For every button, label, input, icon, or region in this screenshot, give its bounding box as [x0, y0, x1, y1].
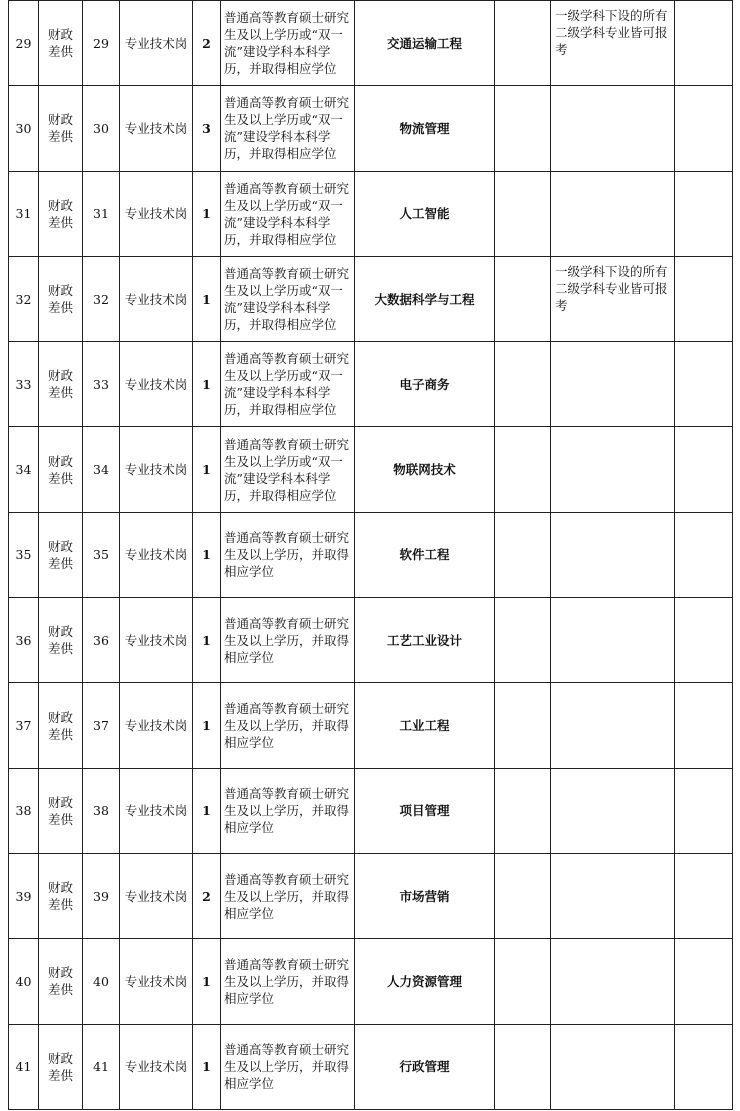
row-number: 30: [9, 86, 39, 171]
hiring-count: 1: [193, 512, 221, 597]
education-requirement: 普通高等教育硕士研究生及以上学历，并取得相应学位: [221, 1024, 355, 1109]
post-type: 专业技术岗: [120, 171, 193, 256]
post-type: 专业技术岗: [120, 256, 193, 341]
empty-cell: [495, 768, 551, 853]
empty-cell: [495, 853, 551, 938]
table-row: [9, 86, 733, 171]
note-cell: [551, 86, 675, 171]
education-requirement: 普通高等教育硕士研究生及以上学历或“双一流”建设学科本科学历，并取得相应学位: [221, 427, 355, 512]
note-cell: [551, 171, 675, 256]
empty-cell: [675, 171, 733, 256]
education-requirement: 普通高等教育硕士研究生及以上学历或“双一流”建设学科本科学历，并取得相应学位: [221, 1, 355, 86]
empty-cell: [675, 768, 733, 853]
post-type: 专业技术岗: [120, 853, 193, 938]
education-requirement: 普通高等教育硕士研究生及以上学历或“双一流”建设学科本科学历，并取得相应学位: [221, 342, 355, 427]
row-number: 36: [9, 598, 39, 683]
note-cell: [551, 853, 675, 938]
post-type: 专业技术岗: [120, 342, 193, 427]
empty-cell: [495, 1, 551, 86]
table-row: [9, 427, 733, 512]
hiring-count: 1: [193, 598, 221, 683]
recruitment-table: [8, 0, 733, 1110]
table-row: [9, 683, 733, 768]
post-code: 34: [83, 427, 120, 512]
hiring-count: 1: [193, 171, 221, 256]
post-type: 专业技术岗: [120, 427, 193, 512]
row-number: 34: [9, 427, 39, 512]
major-requirement: 交通运输工程: [355, 1, 495, 86]
post-code: 32: [83, 256, 120, 341]
row-number: 41: [9, 1024, 39, 1109]
empty-cell: [675, 86, 733, 171]
funding-type: 财政差供: [39, 512, 83, 597]
hiring-count: 1: [193, 427, 221, 512]
post-code: 41: [83, 1024, 120, 1109]
note-cell: 一级学科下设的所有二级学科专业皆可报考: [551, 256, 675, 341]
funding-type: 财政差供: [39, 853, 83, 938]
empty-cell: [675, 427, 733, 512]
row-number: 40: [9, 939, 39, 1024]
table-row: [9, 598, 733, 683]
table-row: [9, 171, 733, 256]
funding-type: 财政差供: [39, 939, 83, 1024]
empty-cell: [495, 939, 551, 1024]
note-cell: [551, 768, 675, 853]
post-code: 35: [83, 512, 120, 597]
table-row: [9, 342, 733, 427]
major-requirement: 人工智能: [355, 171, 495, 256]
note-cell: [551, 512, 675, 597]
funding-type: 财政差供: [39, 86, 83, 171]
hiring-count: 3: [193, 86, 221, 171]
empty-cell: [675, 1024, 733, 1109]
note-cell: 一级学科下设的所有二级学科专业皆可报考: [551, 1, 675, 86]
education-requirement: 普通高等教育硕士研究生及以上学历或“双一流”建设学科本科学历，并取得相应学位: [221, 256, 355, 341]
major-requirement: 行政管理: [355, 1024, 495, 1109]
hiring-count: 1: [193, 256, 221, 341]
empty-cell: [675, 598, 733, 683]
major-requirement: 物联网技术: [355, 427, 495, 512]
post-code: 31: [83, 171, 120, 256]
table-row: [9, 256, 733, 341]
post-type: 专业技术岗: [120, 1, 193, 86]
funding-type: 财政差供: [39, 1024, 83, 1109]
funding-type: 财政差供: [39, 427, 83, 512]
empty-cell: [675, 939, 733, 1024]
major-requirement: 项目管理: [355, 768, 495, 853]
hiring-count: 1: [193, 768, 221, 853]
major-requirement: 物流管理: [355, 86, 495, 171]
empty-cell: [675, 853, 733, 938]
post-code: 30: [83, 86, 120, 171]
post-type: 专业技术岗: [120, 939, 193, 1024]
table-row: [9, 512, 733, 597]
funding-type: 财政差供: [39, 598, 83, 683]
row-number: 33: [9, 342, 39, 427]
post-type: 专业技术岗: [120, 683, 193, 768]
empty-cell: [675, 256, 733, 341]
row-number: 38: [9, 768, 39, 853]
row-number: 29: [9, 1, 39, 86]
education-requirement: 普通高等教育硕士研究生及以上学历，并取得相应学位: [221, 768, 355, 853]
empty-cell: [495, 1024, 551, 1109]
table-row: [9, 853, 733, 938]
table-row: [9, 1, 733, 86]
empty-cell: [675, 342, 733, 427]
education-requirement: 普通高等教育硕士研究生及以上学历或“双一流”建设学科本科学历，并取得相应学位: [221, 171, 355, 256]
post-code: 38: [83, 768, 120, 853]
empty-cell: [495, 342, 551, 427]
empty-cell: [495, 256, 551, 341]
education-requirement: 普通高等教育硕士研究生及以上学历，并取得相应学位: [221, 853, 355, 938]
funding-type: 财政差供: [39, 768, 83, 853]
post-code: 37: [83, 683, 120, 768]
education-requirement: 普通高等教育硕士研究生及以上学历，并取得相应学位: [221, 939, 355, 1024]
note-cell: [551, 598, 675, 683]
table-row: [9, 1024, 733, 1109]
funding-type: 财政差供: [39, 1, 83, 86]
hiring-count: 2: [193, 1, 221, 86]
post-type: 专业技术岗: [120, 86, 193, 171]
funding-type: 财政差供: [39, 256, 83, 341]
empty-cell: [675, 683, 733, 768]
major-requirement: 软件工程: [355, 512, 495, 597]
hiring-count: 1: [193, 342, 221, 427]
empty-cell: [675, 1, 733, 86]
major-requirement: 人力资源管理: [355, 939, 495, 1024]
education-requirement: 普通高等教育硕士研究生及以上学历，并取得相应学位: [221, 598, 355, 683]
hiring-count: 1: [193, 683, 221, 768]
hiring-count: 1: [193, 1024, 221, 1109]
empty-cell: [495, 86, 551, 171]
empty-cell: [495, 171, 551, 256]
note-cell: [551, 1024, 675, 1109]
table-body: [9, 1, 733, 1110]
post-code: 39: [83, 853, 120, 938]
post-code: 40: [83, 939, 120, 1024]
education-requirement: 普通高等教育硕士研究生及以上学历，并取得相应学位: [221, 512, 355, 597]
post-code: 36: [83, 598, 120, 683]
major-requirement: 市场营销: [355, 853, 495, 938]
table-row: [9, 939, 733, 1024]
note-cell: [551, 683, 675, 768]
education-requirement: 普通高等教育硕士研究生及以上学历或“双一流”建设学科本科学历，并取得相应学位: [221, 86, 355, 171]
table-row: [9, 768, 733, 853]
post-type: 专业技术岗: [120, 598, 193, 683]
funding-type: 财政差供: [39, 683, 83, 768]
post-type: 专业技术岗: [120, 512, 193, 597]
empty-cell: [495, 598, 551, 683]
post-type: 专业技术岗: [120, 768, 193, 853]
empty-cell: [495, 427, 551, 512]
funding-type: 财政差供: [39, 171, 83, 256]
major-requirement: 工艺工业设计: [355, 598, 495, 683]
hiring-count: 1: [193, 939, 221, 1024]
education-requirement: 普通高等教育硕士研究生及以上学历，并取得相应学位: [221, 683, 355, 768]
major-requirement: 工业工程: [355, 683, 495, 768]
note-cell: [551, 939, 675, 1024]
empty-cell: [495, 512, 551, 597]
empty-cell: [495, 683, 551, 768]
row-number: 31: [9, 171, 39, 256]
row-number: 32: [9, 256, 39, 341]
post-type: 专业技术岗: [120, 1024, 193, 1109]
major-requirement: 大数据科学与工程: [355, 256, 495, 341]
note-cell: [551, 427, 675, 512]
empty-cell: [675, 512, 733, 597]
funding-type: 财政差供: [39, 342, 83, 427]
row-number: 35: [9, 512, 39, 597]
post-code: 33: [83, 342, 120, 427]
post-code: 29: [83, 1, 120, 86]
hiring-count: 2: [193, 853, 221, 938]
note-cell: [551, 342, 675, 427]
row-number: 37: [9, 683, 39, 768]
row-number: 39: [9, 853, 39, 938]
major-requirement: 电子商务: [355, 342, 495, 427]
